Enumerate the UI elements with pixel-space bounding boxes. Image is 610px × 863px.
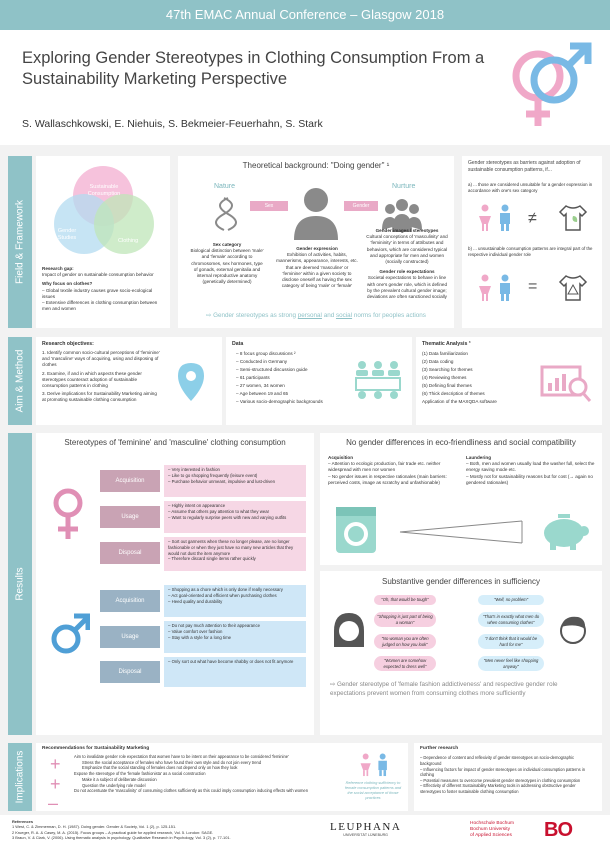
data-title: Data [232, 341, 244, 347]
thematic-note: Application of the MAXQDA software [422, 399, 497, 405]
rec-item: Do not accentuate the 'masculinity' of consuming clothes sufficiently as this could imply consumption inducing effects with women [74, 788, 308, 794]
data-panel [226, 337, 412, 425]
rec-subitem: Make it a subject of deliberate discussion [82, 776, 157, 782]
recommendations-panel [36, 743, 408, 811]
thematic-step: (2) Data coding [422, 359, 454, 365]
female-symbol-icon [50, 487, 86, 543]
sex-category-title: Sex category [212, 242, 242, 247]
venn-label-clothing: Clothing [118, 238, 139, 244]
barriers-panel: Gender stereotypes as barriers against adoption of sustainable consumption patterns, if... a) ... those are considered unsuitable for a gender expression in accordance with one's sex category ≠ b) ... unsustainable consumption patterns are integral part of the respective individual gender role = [462, 156, 602, 328]
quote-pink: "Women are somehow expected to dress well" [374, 656, 436, 671]
conference-banner: 47th EMAC Annual Conference – Glasgow 2018 [0, 0, 610, 30]
warning-shirt-icon [558, 274, 588, 302]
further-research-panel [414, 743, 602, 811]
quote-blue: "Men never feel like shopping anyway" [478, 656, 544, 671]
female-male-figures-icon-c [358, 753, 392, 777]
expression-text: Exhibition of activities, habits, mannerisms, appearance, interests, etc. that are deemed 'masculine' or 'feminine' within a given society to disclose oneself as having the sex category of being 'male' or 'female' [276, 252, 358, 289]
ref-item: 1 West, C. & Zimmerman, D. H. (1987). Doing gender. Gender & Society, Vol. 1 (2), p. 125-151. [12, 824, 177, 830]
bo-mark: BO [544, 819, 572, 841]
thematic-step: (3) Searching for themes [422, 367, 473, 373]
sex-arrow: Sex [250, 201, 288, 211]
data-item: – 8 focus group discussions ² [236, 350, 326, 358]
eq-sign: = [528, 278, 538, 295]
data-item: – Various socio-demographic backgrounds [236, 398, 326, 406]
quote-blue: "Well, no problem" [478, 595, 544, 605]
images-title: Gender images / stereotypes [375, 228, 439, 233]
person-icon [292, 186, 340, 240]
barrier-a-text: ... those are considered unsuitable for a gender expression in accordance with one's sex category [468, 182, 593, 193]
theory-footer: ⇨ Gender stereotypes as strong personal and social norms for peoples actions [206, 312, 426, 319]
man-head-icon [556, 611, 590, 651]
gap-title: Research gap: [42, 266, 74, 271]
tag-acquisition-f: Acquisition [100, 470, 160, 492]
ref-item: 3 Braun, V. & Clark, V. (2006). Using thematic analysis in psychology. Qualitative Research in Psychology, Vol. 3 (2), p. 77-101. [12, 835, 231, 841]
objectives-title: Research objectives: [42, 341, 94, 347]
further-item: – Influencing factors for impact of gender stereotypes on individual consumption patterns in clothing [420, 767, 596, 778]
sufficiency-panel [320, 571, 602, 735]
data-item: – 27 women, 34 women [236, 382, 326, 390]
quote-blue: "That's in exactly what men do when consuming clothes" [478, 612, 544, 627]
ref-item: 2 Krueger, R. A. & Casey, M. A. (2015). Focus groups – A practical guide for applied research, Vol. 5. London: SAGE. [12, 829, 214, 835]
location-pin-icon [176, 361, 206, 403]
data-item: – 61 participants [236, 374, 326, 382]
venn-diagram [46, 160, 161, 260]
thematic-step: (4) Reviewing themes [422, 375, 467, 381]
sufficiency-title: Substantive gender differences in sufficiency [381, 577, 541, 586]
gender-symbols-icon [500, 38, 595, 133]
woman-head-icon [332, 611, 366, 651]
bochum-logo: Hochschule Bochum Bochum University of Applied Sciences [470, 821, 514, 839]
section-label-aim: Aim & Method [8, 337, 32, 425]
title-box [0, 30, 610, 145]
rec-subitem: Question the underlying role model [82, 782, 146, 788]
quote-blue: "I don't think that it would be hard for me" [478, 634, 544, 649]
section-label-implications: Implications [8, 743, 32, 811]
rec-subitem: Emphasize that the social standing of females does not depend only on how they look [82, 765, 238, 771]
fem-disposal: – Sort out garments when these no longer please, are no longer fashionable or when they just have so many new articles that they would not dust the item anymore – Therefore discard single items rather quickly [164, 537, 306, 571]
poster-title: Exploring Gender Stereotypes in Clothing Consumption From a Sustainability Marketing Perspective [22, 49, 485, 88]
objectives-panel [36, 337, 222, 425]
female-male-figures-icon [476, 204, 516, 232]
stereotypes-title: Stereotypes of 'feminine' and 'masculine' clothing consumption [64, 438, 286, 447]
nodiff-laund-title: Laundering [466, 455, 492, 460]
theory-title: Theoretical background: "Doing gender" ¹ [242, 161, 390, 170]
further-title: Further research [420, 746, 459, 751]
footer [0, 815, 610, 863]
theory-panel [178, 156, 454, 328]
nodiff-panel: No gender differences in eco-friendliness and social compatibility Acquisition – Attention to ecologic production, fair trade etc. neither widespread with men nor women – No gender issues in respective rationales (main barriers: perceived costs, image as scratchy and unfashionable) Laundering – Both, men and women usually load the washer full, select the energy saving mode etc. – Mostly not for sustainability reasons but for cost (→ again no gendered rationales) [320, 433, 602, 565]
nodiff-acq-title: Acquisition [328, 455, 354, 460]
objective-item: 2. Examine, if and in which aspects these gender stereotypes counteract adoption of sustainable consumption patterns in clothing [42, 370, 142, 388]
nurture-label: Nurture [392, 183, 416, 190]
expression-title: Gender expression [296, 246, 338, 251]
recs-title: Recommendations for Sustainability Marketing [42, 746, 150, 751]
rec-item: Expose the stereotype of the 'female fashionista' as a social construction [74, 771, 206, 777]
roles-title: Gender role expectations [379, 269, 435, 275]
piggy-bank-icon [538, 511, 592, 551]
data-item: – Conducted in Germany [236, 358, 326, 366]
plus-icon: + [50, 754, 61, 774]
why-item: – Global textile industry causes grave socio-ecological issues [42, 288, 166, 300]
eco-shirt-icon [558, 204, 588, 232]
thematic-panel [416, 337, 602, 425]
further-item: – Effectivity of different Sustainability Marketing tools in addressing obstructive gender stereotypes to foster sustainable clothing consumption [420, 783, 596, 794]
neq-sign: ≠ [528, 210, 537, 227]
plus-icon: + [50, 774, 61, 794]
focus-group-icon [352, 359, 404, 403]
group-icon [382, 196, 422, 232]
stereotypes-panel [36, 433, 314, 735]
refs-title: References [12, 819, 33, 824]
venn-label-sustainable: Sustainable Consumption [87, 184, 121, 198]
barriers-title: Gender stereotypes as barriers against adoption of sustainable consumption patterns, if... [468, 160, 581, 173]
data-item: – Semi-structured discussion guide [236, 366, 326, 374]
why-item: – Extensive differences in clothing consumption between men and women [42, 300, 166, 312]
authors: S. Wallaschkowski, E. Niehuis, S. Bekmeier-Feuerhahn, S. Stark [22, 118, 323, 130]
dna-icon [214, 196, 238, 232]
sufficiency-footer: ⇨ Gender stereotype of 'female fashion addictiveness' and respective gender role expectations prevent women from consuming clothes more sufficiently [330, 681, 558, 697]
venn-label-gender: Gender Studies [57, 228, 77, 242]
male-symbol-icon [50, 611, 90, 655]
masc-usage: – Do not pay much attention to their appearance – Value comfort over fashion – Stay with a style for a long time [164, 621, 306, 653]
barrier-b-text: ... unsustainable consumption patterns are integral part of the respective individual gender role [468, 246, 593, 257]
quote-pink: "No woman you are often judged on how you look" [374, 634, 436, 649]
why-title: Why focus on clothes? [42, 281, 93, 287]
analysis-screen-icon [540, 363, 592, 403]
thematic-title: Thematic Analysis ³ [422, 341, 471, 347]
nodiff-title: No gender differences in eco-friendliness and social compatibility [346, 438, 576, 447]
female-male-figures-icon-b [476, 274, 516, 302]
section-label-field: Field & Framework [8, 156, 32, 328]
leuphana-logo: LEUPHANA UNIVERSITÄT LÜNEBURG [330, 821, 402, 837]
thematic-step: (6) Thick description of themes [422, 391, 485, 397]
tag-usage-m: Usage [100, 626, 160, 648]
fem-acquisition: – Very interested in fashion – Like to go shopping frequently (leisure event) – Purchase behavior unmeant, impulsive and lust-driven [164, 465, 306, 497]
thematic-step: (1) Data familiarization [422, 351, 468, 357]
tag-usage-f: Usage [100, 506, 160, 528]
recs-caption: Reference clothing sufficiency to female consumption patterns and the social acceptance of those practices [344, 781, 402, 801]
washing-machine-icon [334, 505, 378, 555]
venn-panel [36, 156, 170, 328]
balance-scale-graphic [396, 519, 526, 545]
masc-disposal: – Only sort out what have become shabby or does not fit anymore [164, 657, 306, 687]
images-text: Cultural conceptions of 'masculinity' and 'femininity' in terms of attributes and behaviors, which are considered typical and appropriate for men and women (socially constructed) [366, 234, 448, 264]
minus-icon: – [48, 793, 59, 813]
sex-category-text: Biological distinction between 'male' and 'female' according to chromosomes, sex hormones, type of gonads, external genitalia and internal reproductive anatomy (genetically determined) [190, 248, 264, 285]
nature-label: Nature [214, 183, 236, 190]
objective-item: 1. Identify common socio-cultural perceptions of 'feminine' and 'masculine' ways of acquiring, using and disposing of clothes [42, 350, 160, 368]
objective-item: 3. Derive implications for Sustainability Marketing aiming at promoting sustainable clothing consumption [42, 391, 157, 403]
further-item: – Dependence of content and reflexivity of gender stereotypes on socio-demographic background [420, 755, 596, 766]
section-label-results: Results [8, 433, 32, 735]
tag-disposal-m: Disposal [100, 661, 160, 683]
masc-acquisition: – Shopping as a chore which is only done if really necessary – Act goal-oriented and efficient when purchasing clothes – Heed quality and durability [164, 585, 306, 617]
data-item: – Age between 19 and 65 [236, 390, 326, 398]
further-item: – Potential measures to overcome prevalent gender stereotypes in clothing consumption [420, 778, 596, 784]
gap-text: Impact of gender on sustainable consumption behavior [42, 272, 154, 278]
fem-usage: – Highly intent on appearance – Assume that others pay attention to what they wear – Want to regularly surprise peers with new and varying outfits [164, 501, 306, 533]
rec-subitem: Stress the social acceptance of females who have found their own style and do not join every trend [82, 759, 262, 765]
roles-text: Societal expectations to behave in line with one's gender role, which is defined by the prevalent cultural gender image; deviations are often sanctioned socially [366, 275, 448, 299]
tag-acquisition-m: Acquisition [100, 590, 160, 612]
gender-arrow: Gender [344, 201, 378, 211]
quote-pink: "Oh, that would be tough" [374, 595, 436, 605]
rec-item: Aim to invalidate gender role expectation that women have to be intent on their appearance to be considered 'feminine' [74, 754, 289, 759]
quote-pink: "Shopping is just part of being a woman" [374, 612, 436, 627]
thematic-step: (5) Defining final themes [422, 383, 472, 389]
tag-disposal-f: Disposal [100, 542, 160, 564]
